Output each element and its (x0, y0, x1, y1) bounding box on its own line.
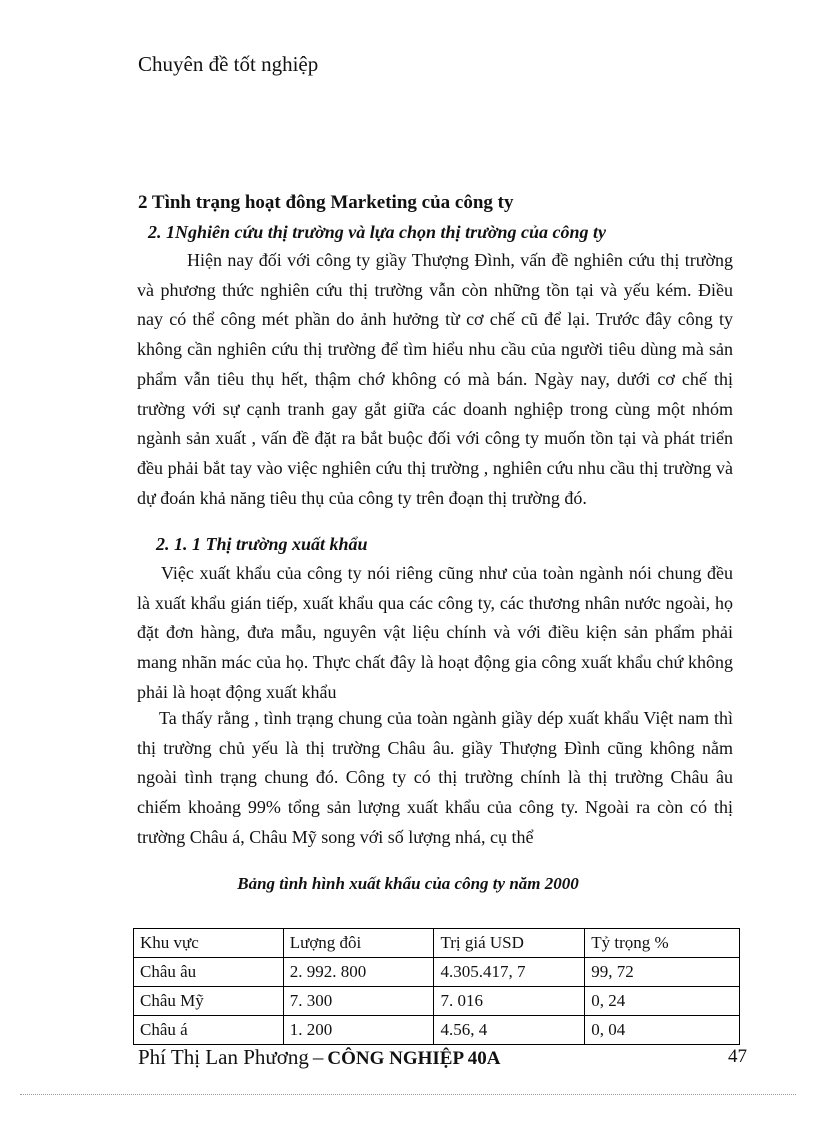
footer-class: CÔNG NGHIỆP 40A (327, 1048, 501, 1069)
subsection-heading-export-market: 2. 1. 1 Thị trường xuất khẩu (156, 534, 368, 554)
table-cell: 99, 72 (585, 958, 740, 987)
export-table (133, 928, 740, 1045)
paragraph-market-research: Hiện nay đối với công ty giầy Thượng Đình, vấn đề nghiên cứu thị trường và phương thức nghiên cứu thị trường vẫn còn những tồn tại và yếu kém. Điều nay có thể công mét phần do ảnh hưởng từ cơ chế cũ để lại. Trước đây công ty không cần nghiên cứu thị trường để tìm hiểu nhu cầu của người tiêu dùng mà sản phẩm vẫn tiêu thụ hết, thậm chớ không có mà bán. Ngày nay, dưới cơ chế thị trường với sự cạnh tranh gay gắt giữa các doanh nghiệp trong cùng một nhóm ngành sản xuất , vấn đề đặt ra bắt buộc đối với công ty muốn tồn tại và phát triển đều phải bắt tay vào việc nghiên cứu thị trường , nghiên cứu nhu cầu thị trường và dự đoán khả năng tiêu thụ của công ty trên đoạn thị trường đó. (137, 250, 733, 508)
paragraph-export-activity: Việc xuất khẩu của công ty nói riêng cũng như của toàn ngành nói chung đều là xuất khẩu gián tiếp, xuất khẩu qua các công ty, các thương nhân nước ngoài, họ đặt đơn hàng, đưa mẫu, nguyên vật liệu chính và với điều kiện sản phẩm phải mang nhãn mác của họ. Thực chất đây là hoạt động gia công xuất khẩu chứ không phải là hoạt động xuất khẩu (137, 563, 733, 702)
table-header-cell: Trị giá USD (434, 929, 585, 958)
footer-dash: – (312, 1045, 324, 1069)
table-header-cell: Khu vực (134, 929, 284, 958)
table-row (134, 958, 740, 987)
table-cell: 1. 200 (283, 1016, 434, 1045)
paragraph-export-markets: Ta thấy rằng , tình trạng chung của toàn ngành giầy dép xuất khẩu Việt nam thì thị trường chủ yếu là thị trường Châu âu. giầy Thượng Đình cũng không nằm ngoài tình trạng chung đó. Công ty có thị trường chính là thị trường Châu âu chiếm khoảng 99% tổng sản lượng xuất khẩu của công ty. Ngoài ra còn có thị trường Châu á, Châu Mỹ song với số lượng nhá, cụ thể (137, 708, 733, 847)
table-cell: 0, 04 (585, 1016, 740, 1045)
footer-author-name: Phí Thị Lan Phương (138, 1045, 309, 1069)
table-cell: Châu âu (134, 958, 284, 987)
table-cell: 4.305.417, 7 (434, 958, 585, 987)
table-cell: 4.56, 4 (434, 1016, 585, 1045)
table-caption: Bảng tình hình xuất khẩu của công ty năm 2000 (237, 874, 579, 893)
table-cell: 7. 016 (434, 987, 585, 1016)
table-cell: Châu á (134, 1016, 284, 1045)
table-row (134, 1016, 740, 1045)
table-cell: 7. 300 (283, 987, 434, 1016)
table-cell: 2. 992. 800 (283, 958, 434, 987)
page-header-title: Chuyên đề tốt nghiệp (138, 52, 319, 76)
page-bottom-divider (20, 1094, 796, 1095)
section-heading: 2 Tình trạng hoạt đông Marketing của công ty (138, 192, 514, 213)
table-header-row (134, 929, 740, 958)
subsection-heading-research: 2. 1Nghiên cứu thị trường và lựa chọn thị trường của công ty (148, 222, 607, 242)
page-number: 47 (728, 1046, 747, 1067)
table-header-cell: Tỷ trọng % (585, 929, 740, 958)
table-header-cell: Lượng đôi (283, 929, 434, 958)
table-row (134, 987, 740, 1016)
table-cell: 0, 24 (585, 987, 740, 1016)
table-cell: Châu Mỹ (134, 987, 284, 1016)
footer-author (138, 1045, 501, 1070)
